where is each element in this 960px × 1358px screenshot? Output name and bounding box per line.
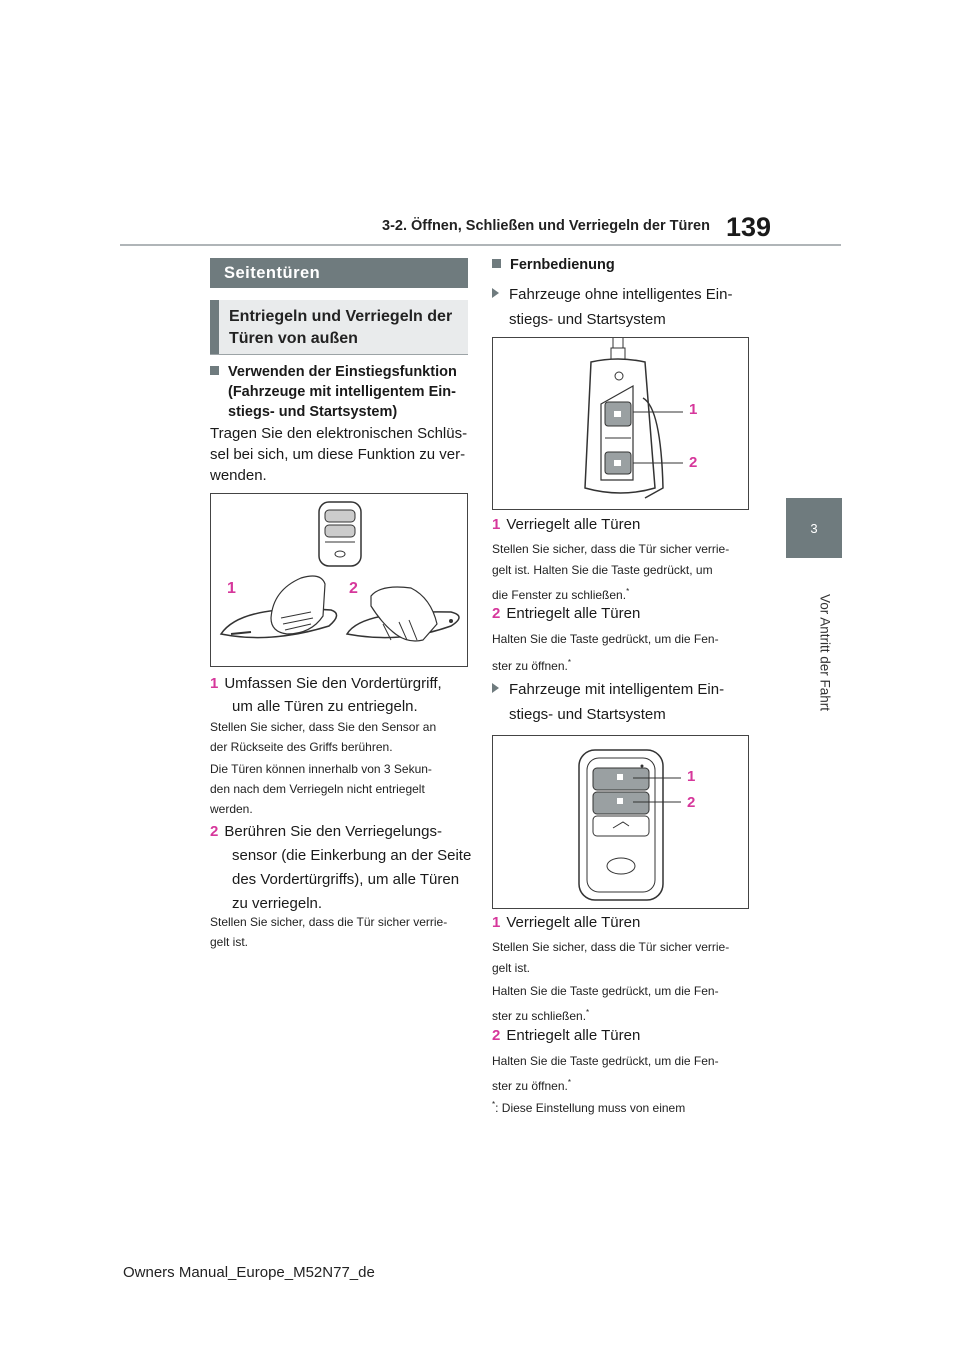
triangle-bullet-icon (492, 683, 499, 693)
chapter-tab-number: 3 (810, 520, 818, 536)
step-2: 2 Berühren Sie den Verriegelungs- sensor (die Einkerbung an der Seite des Vordertürgriffs), um alle Türen zu verriegeln. (210, 823, 472, 912)
chapter-side-label: Vor Antritt der Fahrt (817, 593, 833, 712)
figure-callout-1: 1 (689, 401, 698, 418)
step-1: 1 Umfassen Sie den Vordertürgriff, um alle Türen zu entriegeln. (210, 675, 442, 715)
door-handle-figure (210, 493, 468, 667)
remote-step-1: 1 Verriegelt alle Türen (492, 516, 641, 533)
header-rule (120, 244, 841, 246)
remote-step-1-note: Stellen Sie sicher, dass die Tür sicher verrie- gelt ist. Halten Sie die Taste gedrückt, um die Fenster zu schließen.* (492, 542, 730, 602)
footnote: *: Diese Einstellung muss von einem (492, 1100, 686, 1115)
remote-step-1-number: 1 (492, 516, 501, 533)
smart-step-2-number: 2 (492, 1027, 501, 1044)
remote-step-2-number: 2 (492, 605, 501, 622)
flip-key-figure (492, 337, 749, 510)
step-1-note-2: Die Türen können innerhalb von 3 Sekun- den nach dem Verriegeln nicht entriegelt werden. (210, 762, 432, 816)
smart-key-figure (492, 735, 749, 909)
remote-step-2: 2 Entriegelt alle Türen (492, 605, 641, 622)
smart-step-2: 2 Entriegelt alle Türen (492, 1027, 641, 1044)
smart-step-1-note: Stellen Sie sicher, dass die Tür sicher verrie- gelt ist. (492, 940, 730, 975)
bullet-without-smart-entry: Fahrzeuge ohne intelligentes Ein- stiegs- und Startsystem (492, 282, 754, 332)
door-handle-illustration (211, 494, 467, 666)
smart-step-1: 1 Verriegelt alle Türen (492, 914, 641, 931)
smart-step-1-number: 1 (492, 914, 501, 931)
footer-manual-id: Owners Manual_Europe_M52N77_de (123, 1264, 375, 1281)
remote-step-2-note: Halten Sie die Taste gedrückt, um die Fen- ster zu öffnen.* (492, 632, 719, 673)
flip-key-illustration (493, 338, 748, 509)
subsection-rule (210, 354, 468, 355)
figure-callout-1: 1 (227, 580, 236, 597)
subsection-title: Entriegeln und Verriegeln der Türen von außen (210, 300, 468, 354)
section-title: Seitentüren (210, 258, 468, 288)
figure-callout-2: 2 (349, 580, 358, 597)
smart-step-1-note-2: Halten Sie die Taste gedrückt, um die Fen- ster zu schließen.* (492, 984, 719, 1023)
figure-callout-2: 2 (689, 454, 698, 471)
step-2-number: 2 (210, 823, 219, 840)
square-bullet-icon (492, 259, 501, 268)
step-1-number: 1 (210, 675, 219, 692)
entry-function-heading: Verwenden der Einstiegsfunktion (Fahrzeuge mit intelligentem Ein- stiegs- und Startsystem) (210, 362, 470, 422)
chapter-tab[interactable] (786, 498, 842, 558)
page-number: 139 (726, 212, 772, 242)
smart-key-illustration (493, 736, 748, 908)
step-1-note-1: Stellen Sie sicher, dass Sie den Sensor an der Rückseite des Griffs berühren. (210, 720, 437, 754)
triangle-bullet-icon (492, 288, 499, 298)
smart-step-2-note: Halten Sie die Taste gedrückt, um die Fen- ster zu öffnen.* (492, 1054, 719, 1093)
square-bullet-icon (210, 366, 219, 375)
remote-heading: Fernbedienung (492, 255, 752, 275)
chapter-title: 3-2. Öffnen, Schließen und Verriegeln der Türen (382, 218, 710, 234)
figure-callout-1: 1 (687, 768, 696, 785)
intro-paragraph: Tragen Sie den elektronischen Schlüs- sel bei sich, um diese Funktion zu ver- wenden. (210, 425, 468, 484)
step-2-note: Stellen Sie sicher, dass die Tür sicher verrie- gelt ist. (210, 915, 448, 949)
bullet-with-smart-entry: Fahrzeuge mit intelligentem Ein- stiegs- und Startsystem (492, 677, 754, 727)
figure-callout-2: 2 (687, 794, 696, 811)
